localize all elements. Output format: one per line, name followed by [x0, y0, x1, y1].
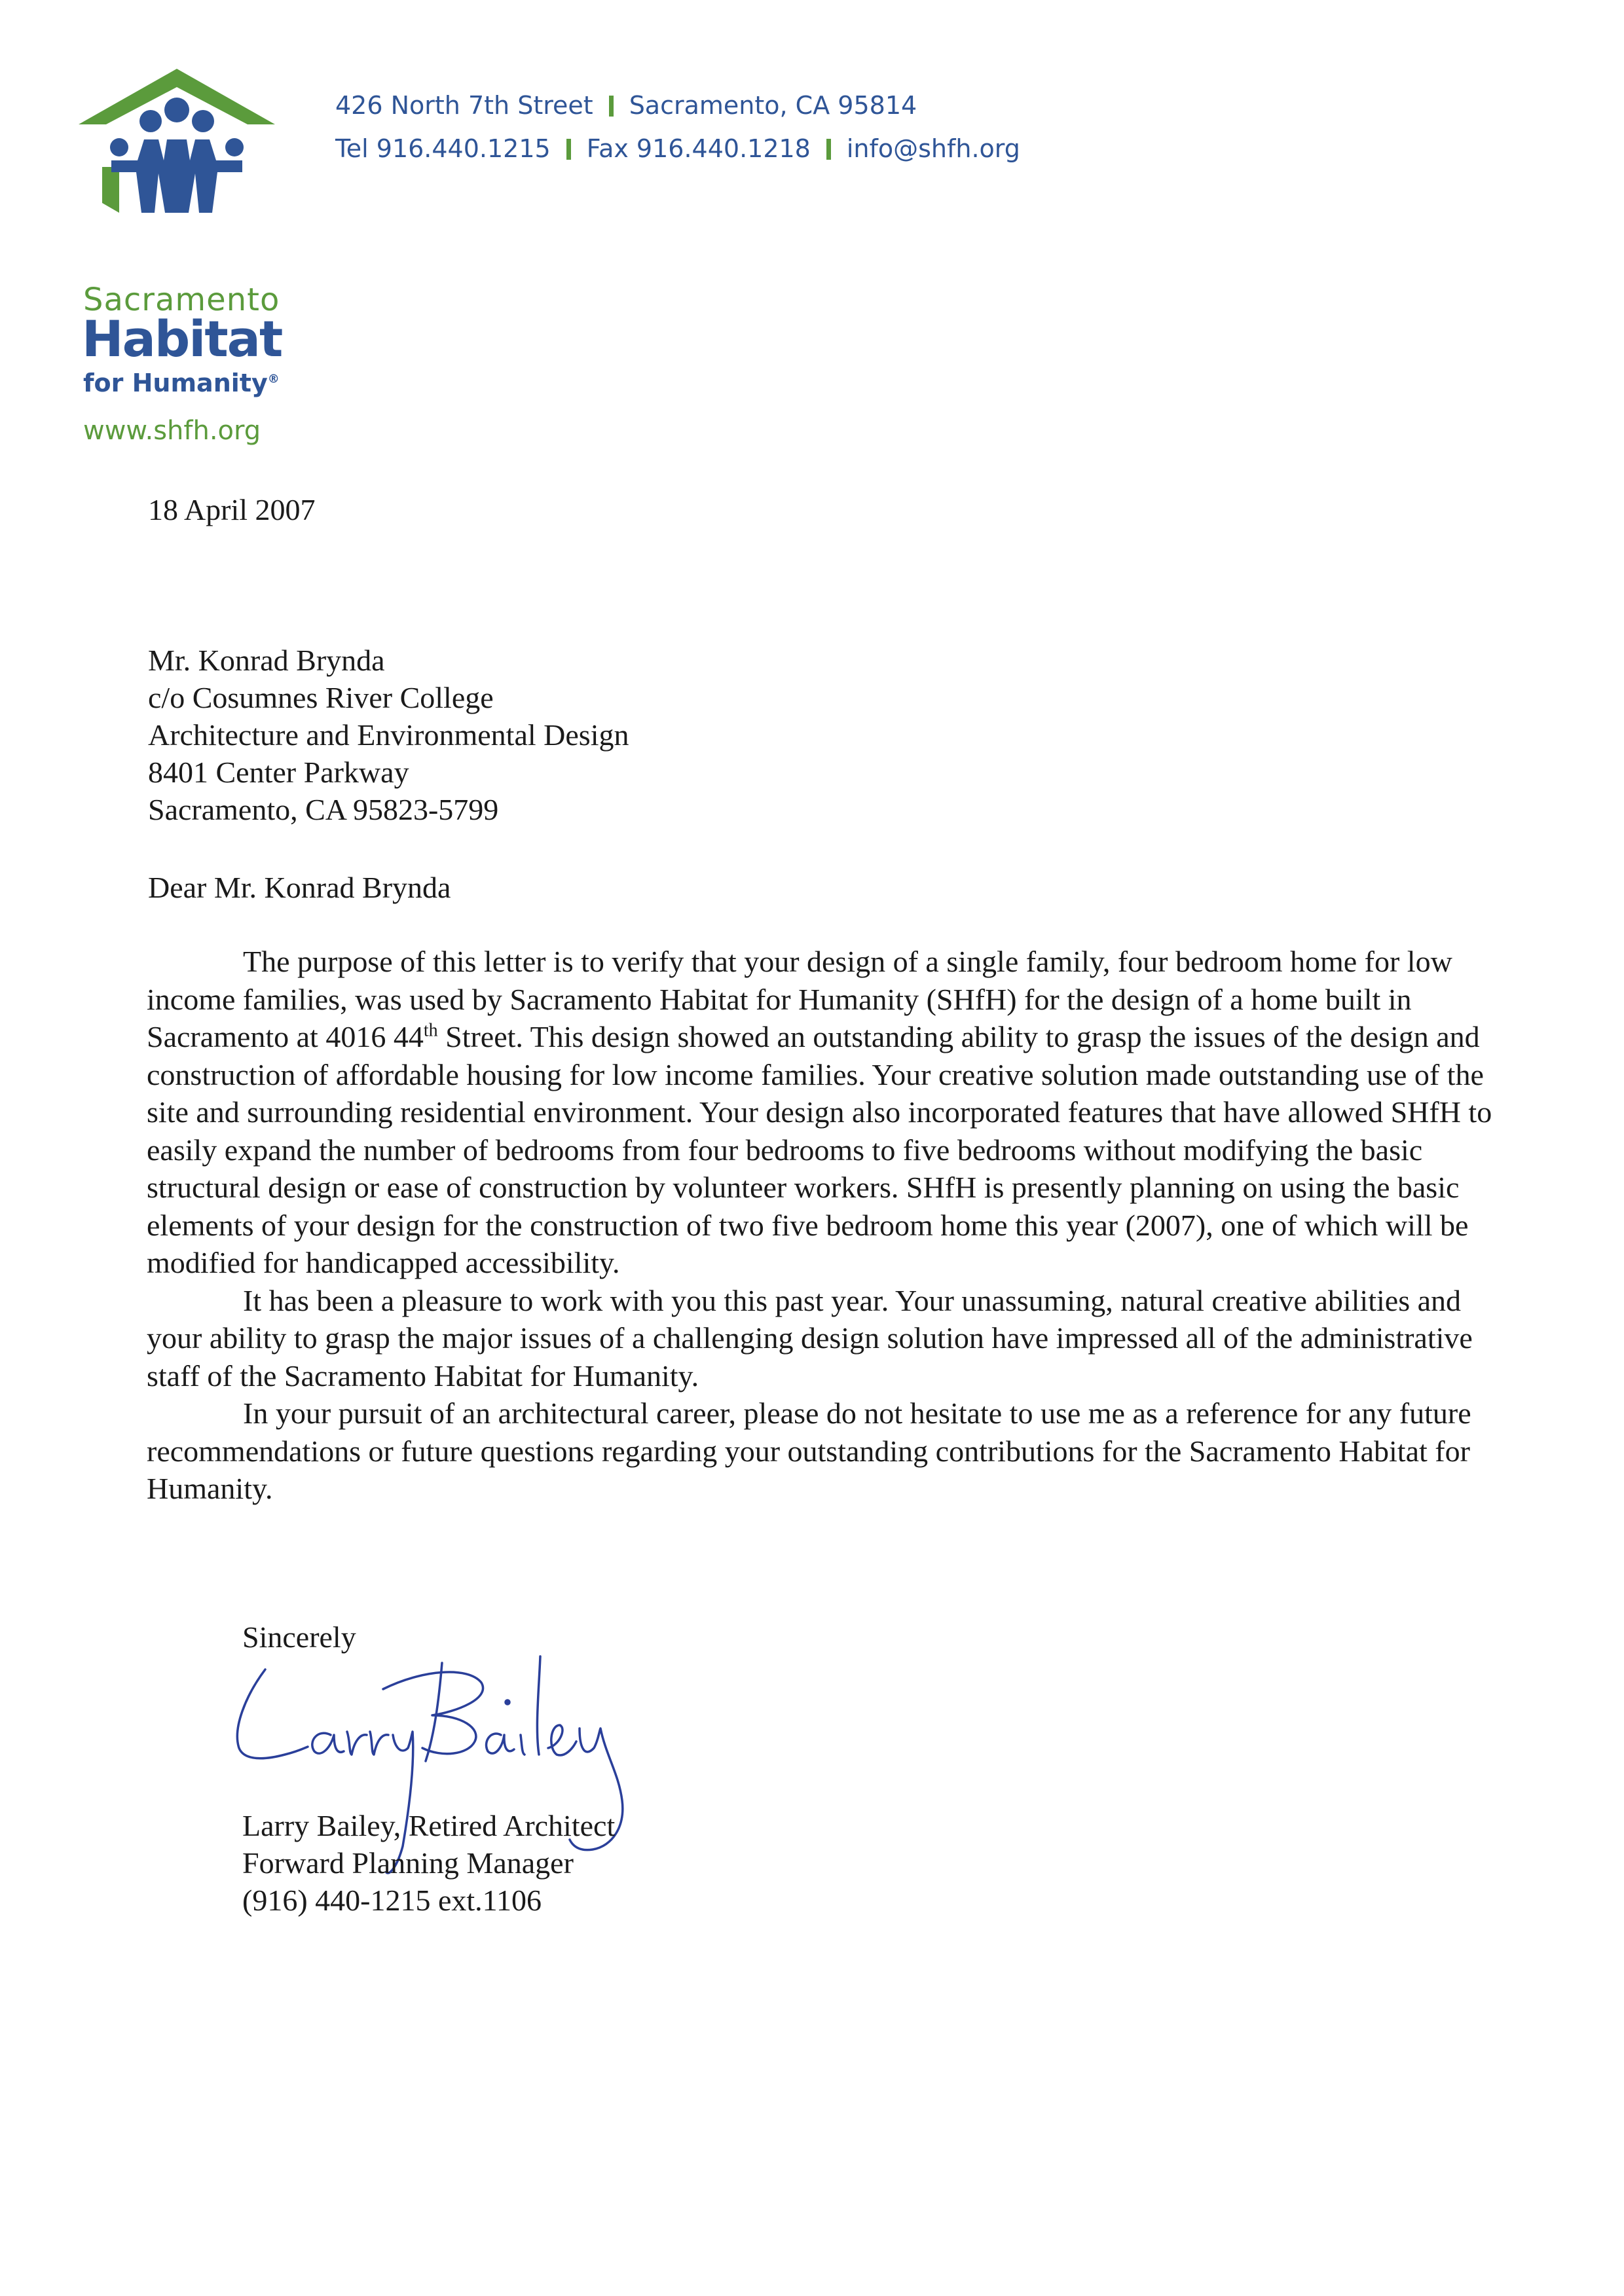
- telephone: Tel 916.440.1215: [335, 134, 551, 163]
- paragraph-text: The purpose of this letter is to verify that your design of a single family, four bedroom home for low income families, was used by Sacramento Habitat for Humanity (SHfH) for the design of a home built in Sacramento at 4016 44: [147, 945, 1452, 1053]
- registered-mark: ®: [267, 372, 280, 386]
- signer-position: Forward Planning Manager: [242, 1846, 574, 1880]
- signer-phone: (916) 440-1215 ext.1106: [242, 1884, 542, 1917]
- recipient-name: Mr. Konrad Brynda: [148, 644, 385, 677]
- city-state-zip: Sacramento, CA 95814: [629, 91, 917, 120]
- recipient-line: Architecture and Environmental Design: [148, 718, 629, 752]
- paragraph-text: Street. This design showed an outstanding ability to grasp the issues of the design and construction of affordable housing for low income families. Your creative solution made outstanding use of the site and surrounding residential environment. Your design also incorporated features that have allowed SHfH to easily expand the number of bedrooms from four bedrooms to five bedrooms without modifying the basic structural design or ease of construction by volunteer workers. SHfH is presently planning on using the basic elements of your design for the construction of two five bedroom home this year (2007), one of which will be modified for handicapped accessibility.: [147, 1020, 1492, 1279]
- logo-website: www.shfh.org: [83, 416, 261, 446]
- body-paragraph: It has been a pleasure to work with you this past year. Your unassuming, natural creative abilities and your ability to grasp the major issues of a challenging design solution have impressed all of the administrative staff of the Sacramento Habitat for Humanity.: [147, 1283, 1473, 1393]
- logo-tagline-text: for Humanity: [83, 369, 268, 397]
- body-paragraph: In your pursuit of an architectural career, please do not hesitate to use me as a reference for any future recommendations or future questions regarding your outstanding contributions for the Sacramento Habitat for Humanity.: [147, 1396, 1471, 1505]
- salutation: Dear Mr. Konrad Brynda: [148, 871, 451, 904]
- logo-org-name: Habitat: [82, 310, 282, 368]
- logo-city-text: Sacramento: [83, 282, 280, 318]
- habitat-logo: [75, 62, 282, 446]
- separator-bar: [609, 96, 614, 117]
- house-people-icon: [79, 62, 275, 278]
- email: info@shfh.org: [846, 134, 1020, 163]
- letter-date: 18 April 2007: [148, 493, 316, 526]
- separator-bar: [826, 139, 831, 160]
- recipient-line: Sacramento, CA 95823-5799: [148, 793, 499, 826]
- street-address: 426 North 7th Street: [335, 91, 593, 120]
- body-paragraph: [147, 943, 1509, 1282]
- recipient-line: 8401 Center Parkway: [148, 756, 409, 789]
- contact-phone-line: [335, 127, 1020, 170]
- logo-tagline: [83, 369, 280, 397]
- closing: Sincerely: [242, 1620, 356, 1654]
- letter-body: [147, 943, 1509, 1508]
- signer-block: [242, 1807, 615, 1919]
- recipient-address: [148, 642, 629, 828]
- signer-name-title: Larry Bailey, Retired Architect: [242, 1809, 616, 1842]
- recipient-line: c/o Cosumnes River College: [148, 681, 494, 714]
- letterhead-contact: [335, 84, 1020, 170]
- fax: Fax 916.440.1218: [586, 134, 811, 163]
- ordinal-suffix: th: [423, 1020, 438, 1041]
- contact-address-line: [335, 84, 1020, 127]
- separator-bar: [566, 139, 571, 160]
